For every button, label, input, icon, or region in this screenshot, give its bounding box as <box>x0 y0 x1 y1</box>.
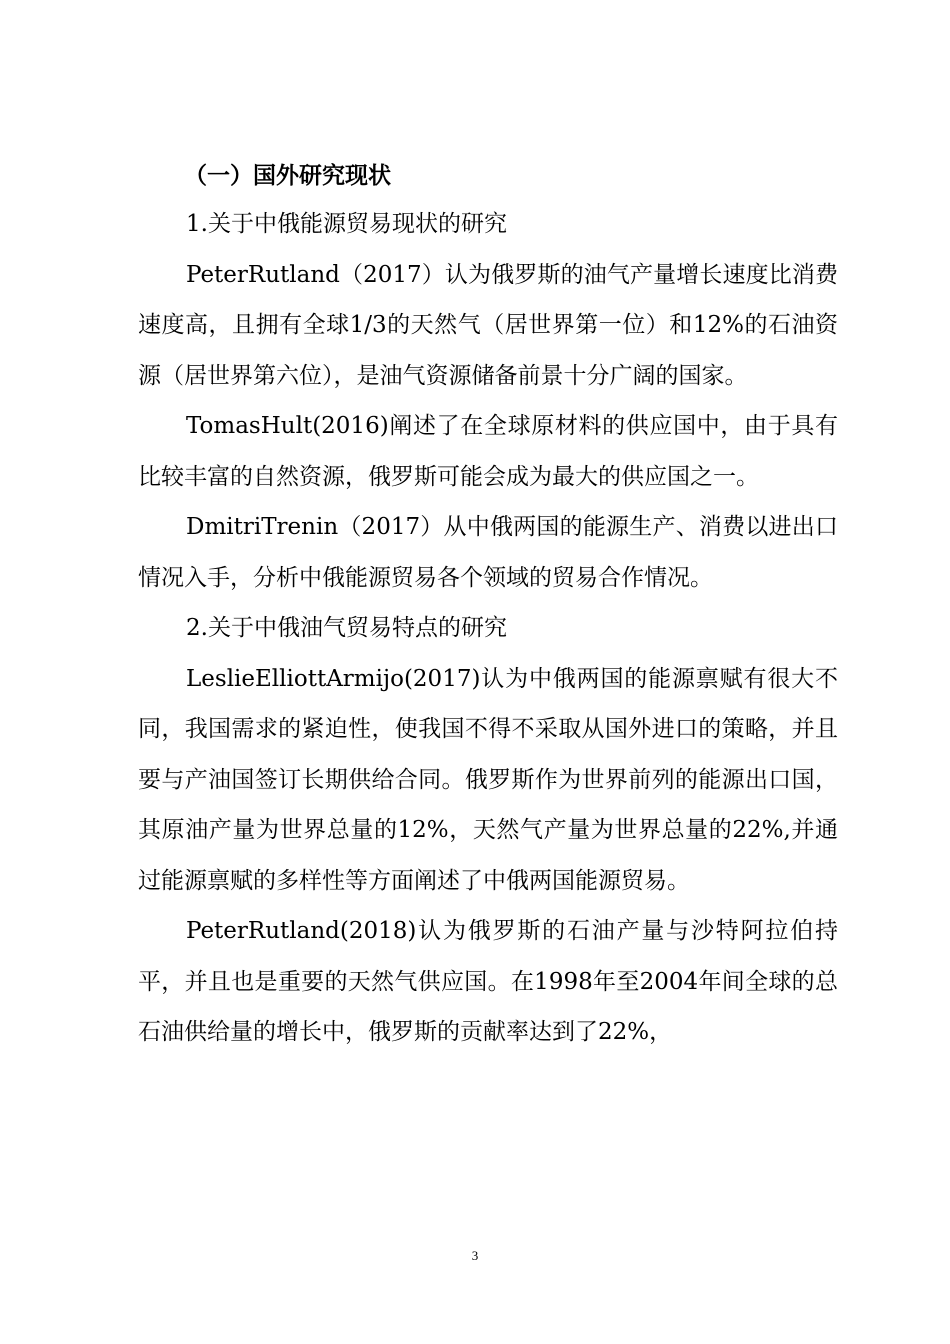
section-heading: （一）国外研究现状 <box>184 163 391 189</box>
page-number: 3 <box>471 1248 479 1263</box>
subheading-energy-trade-status: 1.关于中俄能源贸易现状的研究 <box>186 211 507 237</box>
paragraph-rutland-2017: PeterRutland（2017）认为俄罗斯的油气产量增长速度比消费速度高，且拥有全球1/3的天然气（居世界第一位）和12%的石油资源（居世界第六位），是油气资源储备前景十分广阔的国家。 <box>138 261 838 389</box>
paragraph-armijo-2017: LeslieElliottArmijo(2017)认为中俄两国的能源禀赋有很大不同，我国需求的紧迫性，使我国不得不采取从国外进口的策略，并且要与产油国签订长期供给合同。俄罗斯作为世界前列的能源出口国，其原油产量为世界总量的12%，天然气产量为世界总量的22%,并通过能源禀赋的多样性等方面阐述了中俄两国能源贸易。 <box>138 665 838 894</box>
paragraph-rutland-2018: PeterRutland(2018)认为俄罗斯的石油产量与沙特阿拉伯持平，并且也是重要的天然气供应国。在1998年至2004年间全球的总石油供给量的增长中，俄罗斯的贡献率达到了22%， <box>138 918 838 1045</box>
subheading-oil-gas-trade-features: 2.关于中俄油气贸易特点的研究 <box>186 615 507 641</box>
page-body <box>138 153 838 1058</box>
paragraph-hult-2016: TomasHult(2016)阐述了在全球原材料的供应国中，由于具有比较丰富的自然资源，俄罗斯可能会成为最大的供应国之一。 <box>138 413 838 490</box>
paragraph-trenin-2017: DmitriTrenin（2017）从中俄两国的能源生产、消费以进出口情况入手，分析中俄能源贸易各个领域的贸易合作情况。 <box>138 514 838 591</box>
